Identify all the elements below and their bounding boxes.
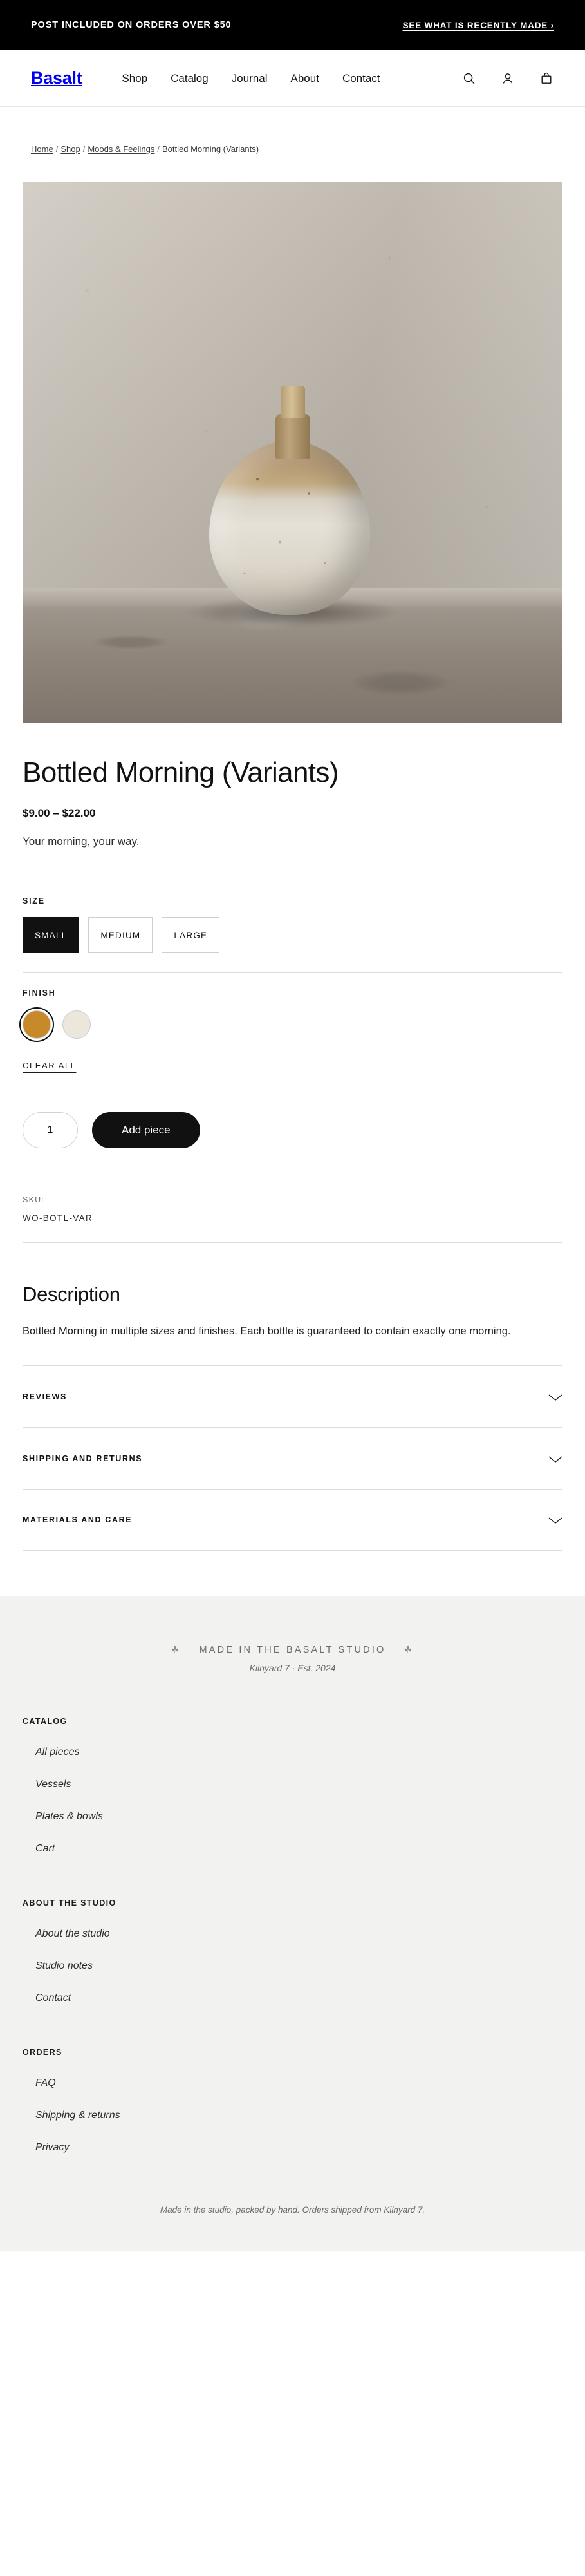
nav-item-journal[interactable]: Journal — [231, 71, 268, 84]
chevron-down-icon — [548, 1393, 562, 1401]
announcement-bar — [0, 0, 585, 50]
nav-item-shop[interactable]: Shop — [122, 71, 148, 84]
size-option-large[interactable]: LARGE — [162, 917, 219, 953]
product-details — [0, 757, 585, 1551]
purchase-row — [23, 1112, 562, 1148]
footer-link-about-the-studio[interactable]: About the studio — [35, 1928, 110, 1940]
footer-link-vessels[interactable]: Vessels — [35, 1779, 71, 1790]
breadcrumb-separator: / — [55, 144, 59, 154]
breadcrumb-item-current: Bottled Morning (Variants) — [162, 144, 259, 154]
nav-item-about[interactable]: About — [290, 71, 319, 84]
finish-option-cream[interactable] — [62, 1010, 91, 1039]
breadcrumb-separator: / — [157, 144, 160, 154]
description-body: Bottled Morning in multiple sizes and finishes. Each bottle is guaranteed to contain exactly one morning. — [23, 1325, 511, 1337]
product-image[interactable] — [23, 182, 562, 723]
search-icon[interactable] — [461, 71, 477, 86]
accordion-item-shipping-and-returns[interactable] — [23, 1427, 562, 1489]
breadcrumb-item-shop[interactable]: Shop — [60, 144, 80, 154]
footer-link-plates-bowls[interactable]: Plates & bowls — [35, 1811, 103, 1823]
announcement-link[interactable]: SEE WHAT IS RECENTLY MADE › — [402, 20, 554, 30]
accordion-title-materials-and-care: MATERIALS AND CARE — [23, 1515, 133, 1525]
image-vessel-cork — [281, 386, 305, 418]
breadcrumb-separator: / — [82, 144, 86, 154]
size-option-small[interactable]: SMALL — [23, 917, 79, 953]
finish-option-group — [23, 1010, 562, 1039]
product-subtitle: Your morning, your way. — [23, 835, 140, 848]
page-title: Bottled Morning (Variants) — [23, 757, 339, 788]
product-gallery — [0, 154, 585, 723]
footer-link-studio-notes[interactable]: Studio notes — [35, 1960, 93, 1972]
divider — [23, 1242, 562, 1243]
footer-link-contact[interactable]: Contact — [35, 1993, 71, 2004]
site-header — [0, 50, 585, 107]
footer-link-privacy[interactable]: Privacy — [35, 2142, 70, 2154]
footer-link-faq[interactable]: FAQ — [35, 2078, 56, 2089]
divider — [23, 972, 562, 973]
footer-made-in — [23, 1644, 562, 1655]
footer-column-title-catalog: CATALOG — [23, 1717, 68, 1727]
sku-label: SKU: — [23, 1195, 45, 1204]
breadcrumb-item-home[interactable]: Home — [31, 144, 53, 154]
accordion-item-reviews[interactable] — [23, 1365, 562, 1427]
footer-link-shipping-returns[interactable]: Shipping & returns — [35, 2110, 120, 2121]
clear-all-button[interactable]: CLEAR ALL — [23, 1061, 77, 1070]
size-option-group — [23, 917, 562, 953]
footer-made-in-text: MADE IN THE BASALT STUDIO — [199, 1644, 386, 1655]
accordion-title-reviews: REVIEWS — [23, 1392, 68, 1401]
image-vessel-neck — [275, 414, 310, 459]
leaf-icon: ☘ — [171, 1644, 181, 1655]
header-icon-group — [461, 71, 554, 86]
size-option-medium[interactable]: MEDIUM — [88, 917, 153, 953]
product-price: $9.00 – $22.00 — [23, 807, 96, 819]
add-to-cart-button[interactable]: Add piece — [92, 1112, 200, 1148]
brand-logo[interactable]: Basalt — [31, 68, 82, 88]
footer-link-all-pieces[interactable]: All pieces — [35, 1747, 80, 1758]
finish-option-label: FINISH — [23, 989, 56, 998]
description-heading: Description — [23, 1283, 120, 1305]
cart-icon[interactable] — [539, 71, 554, 86]
finish-option-amber[interactable] — [23, 1010, 51, 1039]
chevron-down-icon — [548, 1516, 562, 1524]
footer-note: Made in the studio, packed by hand. Orders shipped from Kilnyard 7. — [160, 2205, 425, 2215]
chevron-down-icon — [548, 1455, 562, 1463]
account-icon[interactable] — [500, 71, 515, 86]
breadcrumb — [0, 107, 585, 154]
accordion-item-materials-and-care[interactable] — [23, 1489, 562, 1551]
product-accordion — [23, 1365, 562, 1551]
nav-item-catalog[interactable]: Catalog — [171, 71, 209, 84]
size-option-label: SIZE — [23, 896, 45, 905]
quantity-stepper[interactable]: 1 — [23, 1112, 78, 1148]
footer-link-cart[interactable]: Cart — [35, 1843, 55, 1855]
site-footer — [0, 1596, 585, 2251]
announcement-text: POST INCLUDED ON ORDERS OVER $50 — [31, 20, 232, 30]
leaf-icon: ☘ — [404, 1644, 414, 1655]
nav-item-contact[interactable]: Contact — [342, 71, 380, 84]
footer-column-title-orders: ORDERS — [23, 2048, 62, 2058]
accordion-title-shipping-and-returns: SHIPPING AND RETURNS — [23, 1454, 143, 1463]
footer-column-title-about: ABOUT THE STUDIO — [23, 1899, 116, 1908]
sku-value: WO-BOTL-VAR — [23, 1213, 93, 1223]
footer-established: Kilnyard 7 · Est. 2024 — [249, 1663, 336, 1674]
breadcrumb-item-moods-feelings[interactable]: Moods & Feelings — [88, 144, 155, 154]
main-nav — [122, 72, 380, 85]
